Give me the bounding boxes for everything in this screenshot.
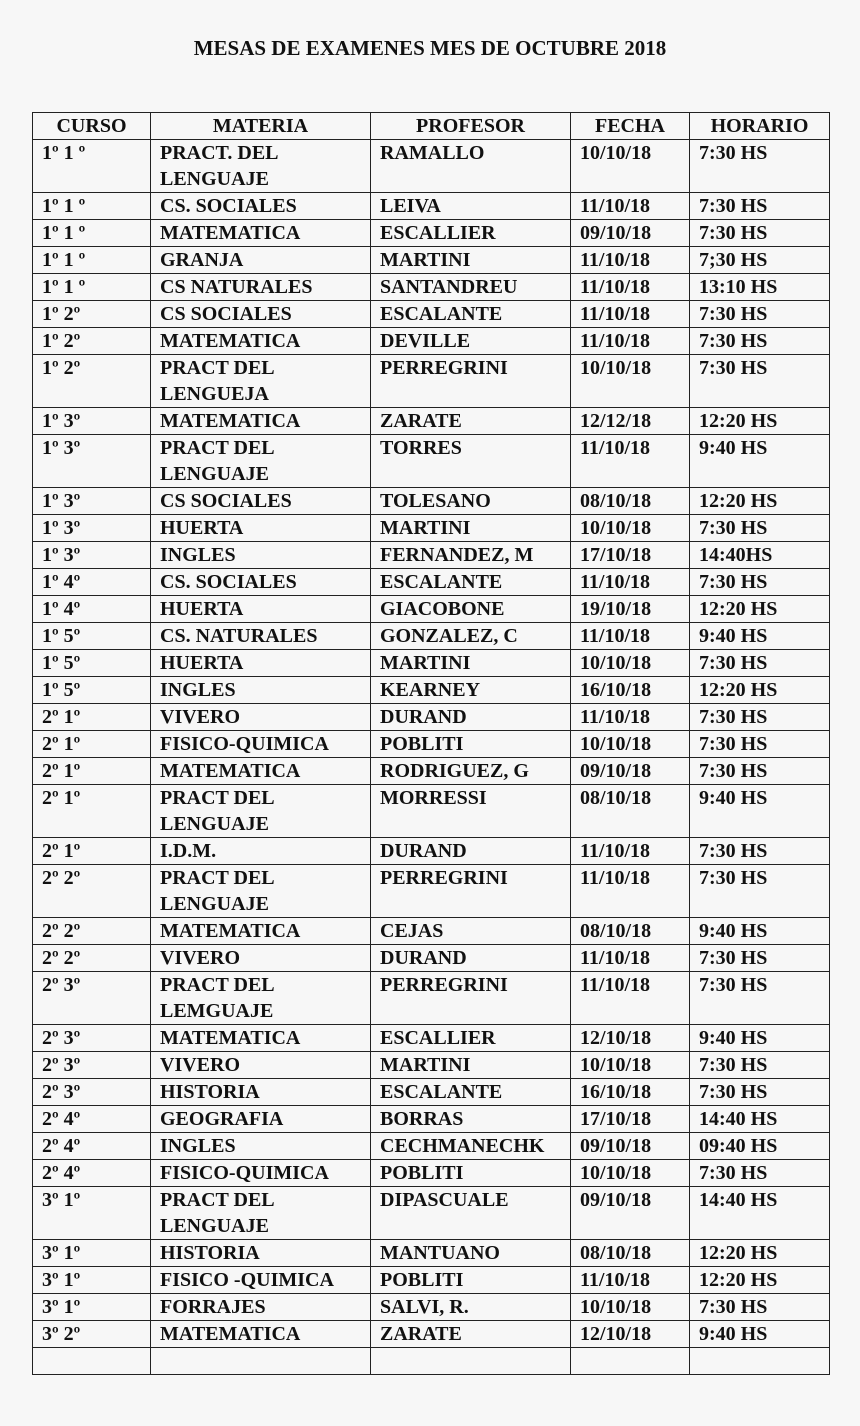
cell-profesor: TORRES (371, 435, 571, 488)
table-row (33, 408, 830, 435)
cell-horario: 7:30 HS (690, 355, 830, 408)
table-row (33, 193, 830, 220)
cell-materia: HUERTA (151, 515, 371, 542)
table-row (33, 623, 830, 650)
cell-horario: 14:40 HS (690, 1106, 830, 1133)
cell-profesor: RAMALLO (371, 140, 571, 193)
cell-materia: HUERTA (151, 596, 371, 623)
cell-materia: MATEMATICA (151, 1025, 371, 1052)
cell-fecha: 12/12/18 (571, 408, 690, 435)
table-row (33, 838, 830, 865)
cell-fecha: 10/10/18 (571, 355, 690, 408)
cell-profesor: TOLESANO (371, 488, 571, 515)
cell-profesor: DEVILLE (371, 328, 571, 355)
cell-fecha: 16/10/18 (571, 1079, 690, 1106)
cell-horario: 7:30 HS (690, 731, 830, 758)
cell-curso: 2º 4º (33, 1160, 151, 1187)
cell-fecha: 10/10/18 (571, 1052, 690, 1079)
cell-fecha: 11/10/18 (571, 301, 690, 328)
cell-horario: 7:30 HS (690, 193, 830, 220)
cell-fecha: 10/10/18 (571, 1160, 690, 1187)
cell-materia: PRACT DEL LENGUAJE (151, 435, 371, 488)
cell-horario: 9:40 HS (690, 918, 830, 945)
cell-curso: 2º 1º (33, 838, 151, 865)
cell-curso: 2º 2º (33, 865, 151, 918)
cell-curso: 2º 1º (33, 704, 151, 731)
cell-profesor: ZARATE (371, 1321, 571, 1348)
table-row (33, 1294, 830, 1321)
table-header-row (33, 113, 830, 140)
cell-fecha: 11/10/18 (571, 569, 690, 596)
cell-curso: 3º 1º (33, 1240, 151, 1267)
header-profesor: PROFESOR (371, 113, 571, 140)
cell-profesor: BORRAS (371, 1106, 571, 1133)
cell-fecha: 11/10/18 (571, 193, 690, 220)
table-row (33, 355, 830, 408)
cell-profesor: MANTUANO (371, 1240, 571, 1267)
table-row (33, 731, 830, 758)
cell-profesor: POBLITI (371, 1267, 571, 1294)
cell-fecha: 17/10/18 (571, 542, 690, 569)
table-row (33, 1025, 830, 1052)
cell-horario: 7:30 HS (690, 972, 830, 1025)
cell-curso: 3º 1º (33, 1267, 151, 1294)
cell-curso: 3º 2º (33, 1321, 151, 1348)
cell-profesor: MARTINI (371, 1052, 571, 1079)
cell-fecha: 10/10/18 (571, 731, 690, 758)
cell-materia: CS SOCIALES (151, 488, 371, 515)
cell-horario: 12:20 HS (690, 1267, 830, 1294)
table-row (33, 140, 830, 193)
cell-horario: 7:30 HS (690, 704, 830, 731)
cell-curso: 1º 2º (33, 328, 151, 355)
cell-profesor: GONZALEZ, C (371, 623, 571, 650)
cell-horario: 12:20 HS (690, 596, 830, 623)
cell-profesor: ESCALANTE (371, 569, 571, 596)
cell-materia: PRACT DEL LENGUEJA (151, 355, 371, 408)
cell-profesor: GIACOBONE (371, 596, 571, 623)
cell-curso: 1º 4º (33, 569, 151, 596)
cell-horario: 09:40 HS (690, 1133, 830, 1160)
cell-materia: VIVERO (151, 704, 371, 731)
cell-materia: PRACT DEL LEMGUAJE (151, 972, 371, 1025)
table-row (33, 596, 830, 623)
cell-horario: 7:30 HS (690, 650, 830, 677)
cell-materia: PRACT DEL LENGUAJE (151, 1187, 371, 1240)
cell-profesor: DURAND (371, 945, 571, 972)
cell-profesor: MORRESSI (371, 785, 571, 838)
cell-curso: 1º 1 º (33, 274, 151, 301)
cell-profesor: RODRIGUEZ, G (371, 758, 571, 785)
table-row (33, 1133, 830, 1160)
cell-materia: MATEMATICA (151, 220, 371, 247)
cell-materia: GRANJA (151, 247, 371, 274)
header-curso: CURSO (33, 113, 151, 140)
cell-fecha: 16/10/18 (571, 677, 690, 704)
cell-profesor: SANTANDREU (371, 274, 571, 301)
cell-fecha: 10/10/18 (571, 650, 690, 677)
cell-curso: 1º 3º (33, 408, 151, 435)
cell-horario: 7:30 HS (690, 140, 830, 193)
cell-horario: 9:40 HS (690, 1025, 830, 1052)
cell-profesor: MARTINI (371, 650, 571, 677)
cell-curso: 2º 4º (33, 1133, 151, 1160)
cell-curso: 1º 3º (33, 542, 151, 569)
cell-curso: 1º 5º (33, 623, 151, 650)
cell-fecha: 11/10/18 (571, 435, 690, 488)
cell-horario: 9:40 HS (690, 623, 830, 650)
cell-fecha: 12/10/18 (571, 1025, 690, 1052)
table-row (33, 542, 830, 569)
cell-horario: 7;30 HS (690, 247, 830, 274)
cell-materia: VIVERO (151, 1052, 371, 1079)
table-row (33, 1267, 830, 1294)
cell-profesor: FERNANDEZ, M (371, 542, 571, 569)
cell-curso: 1º 3º (33, 435, 151, 488)
cell-materia: INGLES (151, 677, 371, 704)
empty-cell (151, 1348, 371, 1375)
header-fecha: FECHA (571, 113, 690, 140)
cell-curso: 2º 4º (33, 1106, 151, 1133)
table-row (33, 1160, 830, 1187)
cell-fecha: 11/10/18 (571, 247, 690, 274)
cell-fecha: 12/10/18 (571, 1321, 690, 1348)
cell-materia: HISTORIA (151, 1079, 371, 1106)
cell-profesor: DIPASCUALE (371, 1187, 571, 1240)
cell-profesor: MARTINI (371, 515, 571, 542)
cell-horario: 9:40 HS (690, 435, 830, 488)
cell-materia: CS. SOCIALES (151, 193, 371, 220)
cell-curso: 2º 3º (33, 1079, 151, 1106)
cell-profesor: MARTINI (371, 247, 571, 274)
cell-fecha: 11/10/18 (571, 865, 690, 918)
cell-materia: GEOGRAFIA (151, 1106, 371, 1133)
cell-fecha: 09/10/18 (571, 758, 690, 785)
cell-curso: 1º 5º (33, 677, 151, 704)
cell-horario: 9:40 HS (690, 1321, 830, 1348)
table-row (33, 650, 830, 677)
cell-horario: 7:30 HS (690, 220, 830, 247)
table-row (33, 918, 830, 945)
cell-horario: 7:30 HS (690, 945, 830, 972)
cell-curso: 2º 2º (33, 945, 151, 972)
cell-fecha: 11/10/18 (571, 945, 690, 972)
cell-fecha: 08/10/18 (571, 1240, 690, 1267)
cell-horario: 7:30 HS (690, 865, 830, 918)
cell-materia: CS SOCIALES (151, 301, 371, 328)
table-row (33, 945, 830, 972)
cell-profesor: SALVI, R. (371, 1294, 571, 1321)
cell-curso: 1º 2º (33, 301, 151, 328)
table-row (33, 758, 830, 785)
cell-fecha: 10/10/18 (571, 515, 690, 542)
cell-horario: 7:30 HS (690, 515, 830, 542)
cell-materia: CS. SOCIALES (151, 569, 371, 596)
cell-fecha: 08/10/18 (571, 488, 690, 515)
cell-materia: INGLES (151, 542, 371, 569)
cell-materia: MATEMATICA (151, 1321, 371, 1348)
cell-curso: 1º 1 º (33, 193, 151, 220)
table-row (33, 677, 830, 704)
cell-profesor: ESCALANTE (371, 301, 571, 328)
table-row-empty (33, 1348, 830, 1375)
table-row (33, 220, 830, 247)
cell-profesor: ESCALLIER (371, 1025, 571, 1052)
cell-horario: 7:30 HS (690, 1294, 830, 1321)
cell-horario: 12:20 HS (690, 1240, 830, 1267)
cell-horario: 9:40 HS (690, 785, 830, 838)
cell-horario: 12:20 HS (690, 408, 830, 435)
cell-horario: 12:20 HS (690, 677, 830, 704)
cell-curso: 1º 2º (33, 355, 151, 408)
cell-fecha: 08/10/18 (571, 785, 690, 838)
table-row (33, 1240, 830, 1267)
empty-cell (571, 1348, 690, 1375)
cell-profesor: KEARNEY (371, 677, 571, 704)
cell-horario: 7:30 HS (690, 328, 830, 355)
cell-curso: 3º 1º (33, 1187, 151, 1240)
table-row (33, 865, 830, 918)
table-row (33, 1187, 830, 1240)
empty-cell (371, 1348, 571, 1375)
cell-fecha: 11/10/18 (571, 1267, 690, 1294)
cell-profesor: CECHMANECHK (371, 1133, 571, 1160)
cell-profesor: POBLITI (371, 731, 571, 758)
table-row (33, 301, 830, 328)
cell-curso: 1º 4º (33, 596, 151, 623)
cell-profesor: POBLITI (371, 1160, 571, 1187)
cell-materia: PRACT DEL LENGUAJE (151, 865, 371, 918)
cell-fecha: 17/10/18 (571, 1106, 690, 1133)
header-horario: HORARIO (690, 113, 830, 140)
cell-fecha: 10/10/18 (571, 140, 690, 193)
cell-materia: CS NATURALES (151, 274, 371, 301)
cell-horario: 14:40HS (690, 542, 830, 569)
cell-horario: 7:30 HS (690, 569, 830, 596)
cell-fecha: 08/10/18 (571, 918, 690, 945)
cell-curso: 1º 1 º (33, 247, 151, 274)
cell-profesor: PERREGRINI (371, 355, 571, 408)
cell-fecha: 11/10/18 (571, 972, 690, 1025)
empty-cell (690, 1348, 830, 1375)
table-row (33, 1079, 830, 1106)
cell-curso: 2º 3º (33, 1052, 151, 1079)
cell-materia: PRACT DEL LENGUAJE (151, 785, 371, 838)
cell-profesor: PERREGRINI (371, 865, 571, 918)
cell-curso: 2º 3º (33, 1025, 151, 1052)
table-row (33, 1052, 830, 1079)
cell-materia: FORRAJES (151, 1294, 371, 1321)
table-row (33, 274, 830, 301)
document-title: MESAS DE EXAMENES MES DE OCTUBRE 2018 (193, 36, 667, 60)
cell-fecha: 19/10/18 (571, 596, 690, 623)
exam-schedule-table (32, 112, 830, 1375)
cell-materia: FISICO -QUIMICA (151, 1267, 371, 1294)
cell-fecha: 09/10/18 (571, 1133, 690, 1160)
cell-fecha: 11/10/18 (571, 623, 690, 650)
cell-curso: 1º 1 º (33, 140, 151, 193)
cell-horario: 7:30 HS (690, 838, 830, 865)
cell-materia: MATEMATICA (151, 758, 371, 785)
table-row (33, 704, 830, 731)
cell-curso: 1º 3º (33, 515, 151, 542)
empty-cell (33, 1348, 151, 1375)
table-row (33, 435, 830, 488)
cell-fecha: 09/10/18 (571, 1187, 690, 1240)
cell-horario: 13:10 HS (690, 274, 830, 301)
cell-curso: 2º 3º (33, 972, 151, 1025)
cell-profesor: ESCALANTE (371, 1079, 571, 1106)
cell-curso: 2º 1º (33, 785, 151, 838)
cell-horario: 12:20 HS (690, 488, 830, 515)
table-row (33, 488, 830, 515)
cell-materia: INGLES (151, 1133, 371, 1160)
cell-materia: PRACT. DEL LENGUAJE (151, 140, 371, 193)
cell-materia: HISTORIA (151, 1240, 371, 1267)
table-row (33, 785, 830, 838)
cell-horario: 7:30 HS (690, 1160, 830, 1187)
cell-fecha: 11/10/18 (571, 704, 690, 731)
cell-materia: HUERTA (151, 650, 371, 677)
cell-curso: 3º 1º (33, 1294, 151, 1321)
table-body (33, 140, 830, 1375)
cell-horario: 7:30 HS (690, 1052, 830, 1079)
cell-materia: FISICO-QUIMICA (151, 1160, 371, 1187)
cell-fecha: 11/10/18 (571, 328, 690, 355)
cell-horario: 7:30 HS (690, 758, 830, 785)
cell-fecha: 11/10/18 (571, 838, 690, 865)
table-row (33, 515, 830, 542)
table-row (33, 972, 830, 1025)
cell-materia: MATEMATICA (151, 328, 371, 355)
table-row (33, 1106, 830, 1133)
cell-curso: 1º 3º (33, 488, 151, 515)
cell-curso: 2º 1º (33, 758, 151, 785)
cell-profesor: DURAND (371, 704, 571, 731)
cell-curso: 1º 1 º (33, 220, 151, 247)
cell-fecha: 09/10/18 (571, 220, 690, 247)
cell-horario: 7:30 HS (690, 301, 830, 328)
cell-profesor: ESCALLIER (371, 220, 571, 247)
table-row (33, 569, 830, 596)
header-materia: MATERIA (151, 113, 371, 140)
cell-materia: MATEMATICA (151, 918, 371, 945)
cell-materia: MATEMATICA (151, 408, 371, 435)
cell-fecha: 11/10/18 (571, 274, 690, 301)
cell-curso: 2º 1º (33, 731, 151, 758)
cell-materia: I.D.M. (151, 838, 371, 865)
cell-profesor: CEJAS (371, 918, 571, 945)
cell-fecha: 10/10/18 (571, 1294, 690, 1321)
cell-profesor: PERREGRINI (371, 972, 571, 1025)
cell-profesor: ZARATE (371, 408, 571, 435)
cell-profesor: DURAND (371, 838, 571, 865)
cell-materia: FISICO-QUIMICA (151, 731, 371, 758)
cell-materia: VIVERO (151, 945, 371, 972)
cell-curso: 1º 5º (33, 650, 151, 677)
table-row (33, 247, 830, 274)
table-row (33, 328, 830, 355)
cell-horario: 14:40 HS (690, 1187, 830, 1240)
cell-profesor: LEIVA (371, 193, 571, 220)
table-row (33, 1321, 830, 1348)
cell-horario: 7:30 HS (690, 1079, 830, 1106)
cell-curso: 2º 2º (33, 918, 151, 945)
cell-materia: CS. NATURALES (151, 623, 371, 650)
